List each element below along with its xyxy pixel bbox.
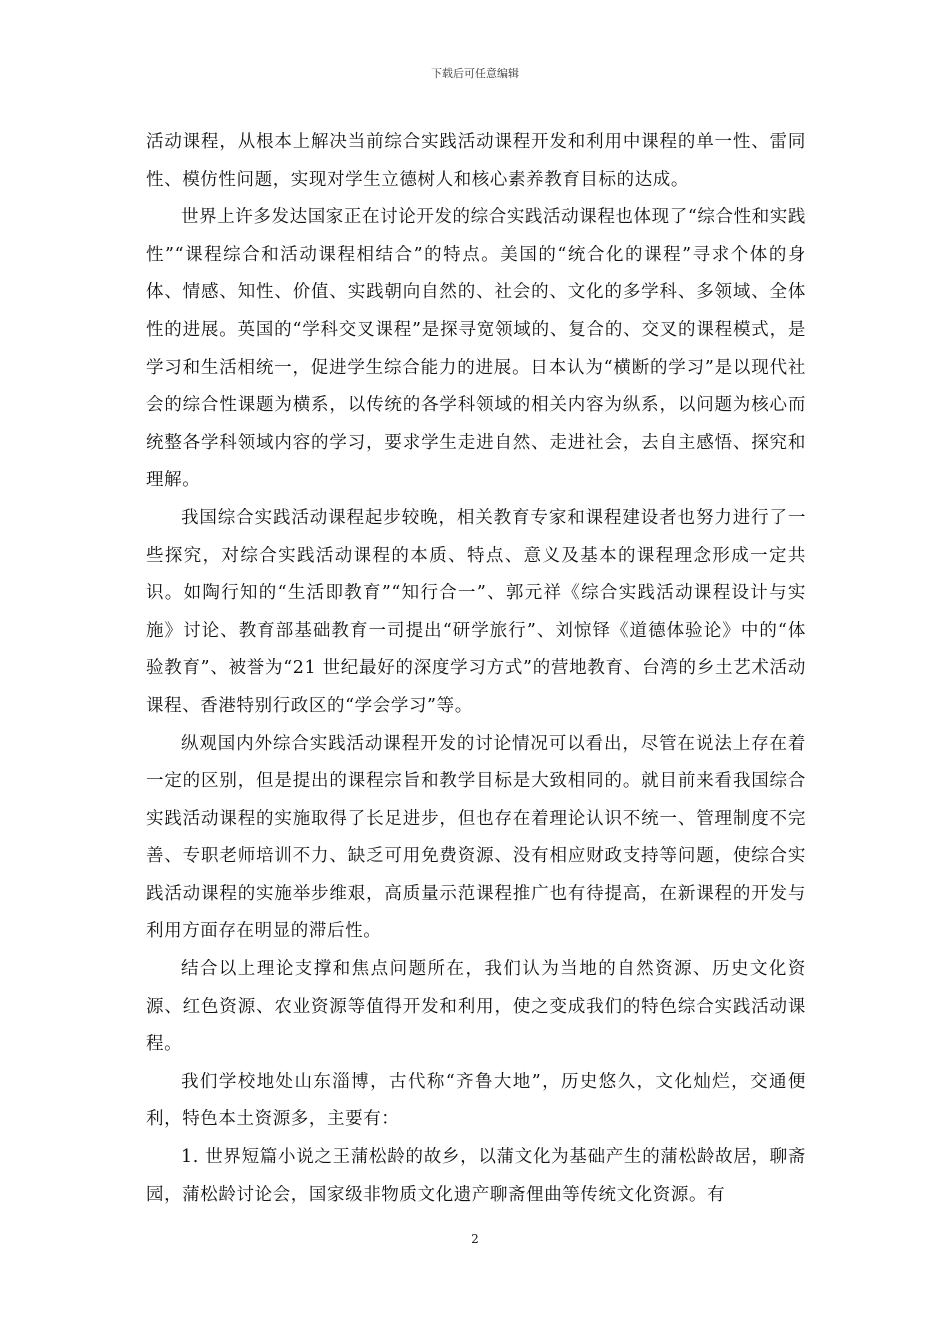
paragraph-local-resources: 结合以上理论支撑和焦点问题所在，我们认为当地的自然资源、历史文化资源、红色资源、农业资源等值得开发和利用，使之变成我们的特色综合实践活动课程。 [146,959,806,1055]
paragraph-foreign-curricula: 世界上许多发达国家正在讨论开发的综合实践活动课程也体现了“综合性和实践性”“课程综合和活动课程相结合”的特点。美国的“统合化的课程”寻求个体的身体、情感、知性、价值、实践朝向自然的、社会的、文化的多学科、多领域、全体性的进展。英国的“学科交叉课程”是探寻宽领域的、复合的、交叉的课程模式，是学习和生活相统一，促进学生综合能力的进展。日本认为“横断的学习”是以现代社会的综合性课题为横系，以传统的各学科领域的相关内容为纵系，以问题为核心而统整各学科领域内容的学习，要求学生走进自然、走进社会，去自主感悟、探究和理解。 [146,207,806,491]
paragraph-domestic-research: 我国综合实践活动课程起步较晚，相关教育专家和课程建设者也努力进行了一些探究，对综合实践活动课程的本质、特点、意义及基本的课程理念形成一定共识。如陶行知的“生活即教育”“知行合一”、郭元祥《综合实践活动课程设计与实施》讨论、教育部基础教育一司提出“研学旅行”、刘惊铎《道德体验论》中的“体验教育”、被誉为“21 世纪最好的深度学习方式”的营地教育、台湾的乡土艺术活动课程、香港特别行政区的“学会学习”等。 [146,507,806,716]
page-number: 2 [471,1232,479,1246]
paragraph-continuation: 活动课程，从根本上解决当前综合实践活动课程开发和利用中课程的单一性、雷同性、模仿性问题，实现对学生立德树人和核心素养教育目标的达成。 [146,132,806,190]
document-body [146,124,806,1214]
page-header: 下载后可任意编辑 [431,67,519,80]
paragraph-list-item-1: 1. 世界短篇小说之王蒲松龄的故乡，以蒲文化为基础产生的蒲松龄故居，聊斋园，蒲松龄讨论会，国家级非物质文化遗产聊斋俚曲等传统文化资源。有 [146,1147,806,1205]
paragraph-school-location: 我们学校地处山东淄博，古代称“齐鲁大地”，历史悠久，文化灿烂，交通便利，特色本土资源多，主要有： [146,1071,806,1130]
paragraph-current-situation: 纵观国内外综合实践活动课程开发的讨论情况可以看出，尽管在说法上存在着一定的区别，但是提出的课程宗旨和教学目标是大致相同的。就目前来看我国综合实践活动课程的实施取得了长足进步，但也存在着理论认识不统一、管理制度不完善、专职老师培训不力、缺乏可用免费资源、没有相应财政支持等问题，使综合实践活动课程的实施举步维艰，高质量示范课程推广也有待提高，在新课程的开发与利用方面存在明显的滞后性。 [146,733,806,942]
